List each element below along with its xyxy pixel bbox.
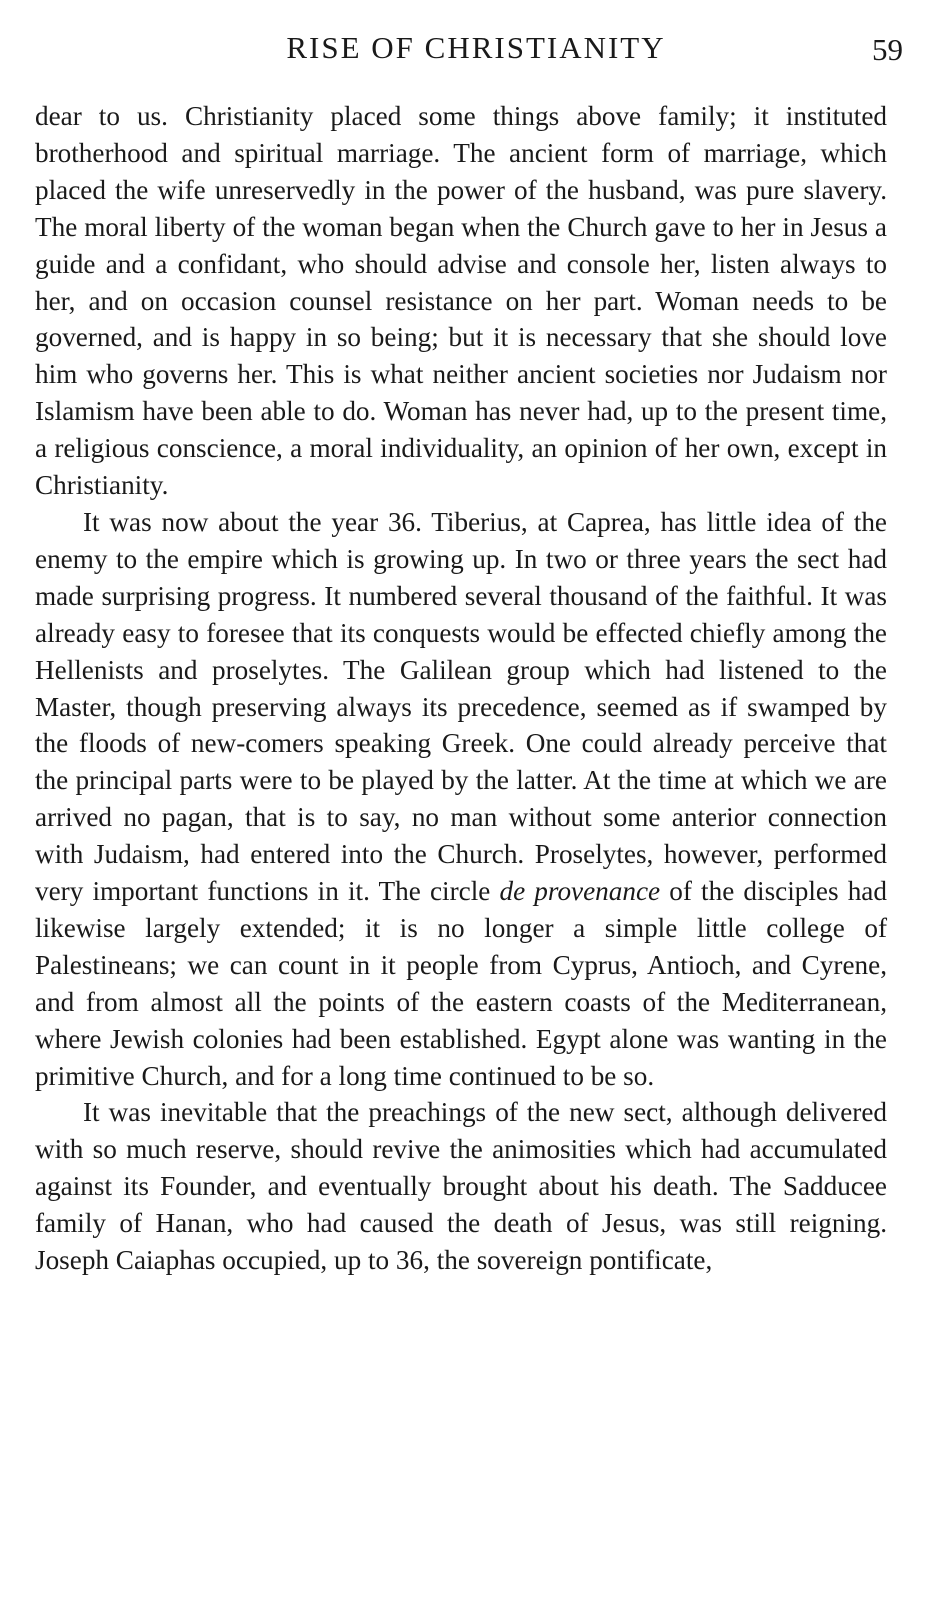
paragraph-2 xyxy=(35,504,887,1095)
page-number: 59 xyxy=(872,32,903,67)
book-page xyxy=(35,28,903,1279)
paragraph-2-italic-phrase: de provenance xyxy=(499,876,661,907)
paragraph-3: It was inevitable that the preachings of the new sect, although delivered with so much reserve, should revive the animosities which had accumulated against its Founder, and eventually brought about his death. The Sadducee family of Hanan, who had caused the death of Jesus, was still reigning. Joseph Caiaphas occupied, up to 36, the sovereign pontificate, xyxy=(35,1097,887,1276)
paragraph-2-text-a: It was now about the year 36. Tiberius, at Caprea, has little idea of the enemy to the empire which is growing up. In two or three years the sect had made surprising progress. It numbered several thousand of the faithful. It was already easy to foresee that its conquests would be effected chiefly among the Hellenists and proselytes. The Galilean group which had listened to the Master, though preserving always its precedence, seemed as if swamped by the floods of new-comers speaking Greek. One could already perceive that the principal parts were to be played by the latter. At the time at which we are arrived no pagan, that is to say, no man without some anterior connection with Judaism, had entered into the Church. Proselytes, however, performed very important functions in it. The circle xyxy=(35,506,887,907)
paragraph-1: dear to us. Christianity placed some things above family; it instituted brotherhood and spiritual marriage. The ancient form of marriage, which placed the wife unreservedly in the power of the husband, was pure slavery. The moral liberty of the woman began when the Church gave to her in Jesus a guide and a confidant, who should advise and console her, listen always to her, and on occasion counsel resistance on her part. Woman needs to be governed, and is happy in so being; but it is necessary that she should love him who governs her. This is what neither ancient societies nor Judaism nor Islamism have been able to do. Woman has never had, up to the present time, a religious conscience, a moral individuality, an opinion of her own, except in Christianity. xyxy=(35,101,887,501)
running-head xyxy=(35,28,903,72)
body-text xyxy=(35,98,887,1279)
running-title: RISE OF CHRISTIANITY xyxy=(286,30,666,65)
paragraph-2-text-b: of the disciples had likewise largely extended; it is no longer a simple little college of Palestineans; we can count in it people from Cyprus, Antioch, and Cyrene, and from almost all the points of the eastern coasts of the Mediterranean, where Jewish colonies had been established. Egypt alone was wanting in the primitive Church, and for a long time continued to be so. xyxy=(35,876,887,1091)
